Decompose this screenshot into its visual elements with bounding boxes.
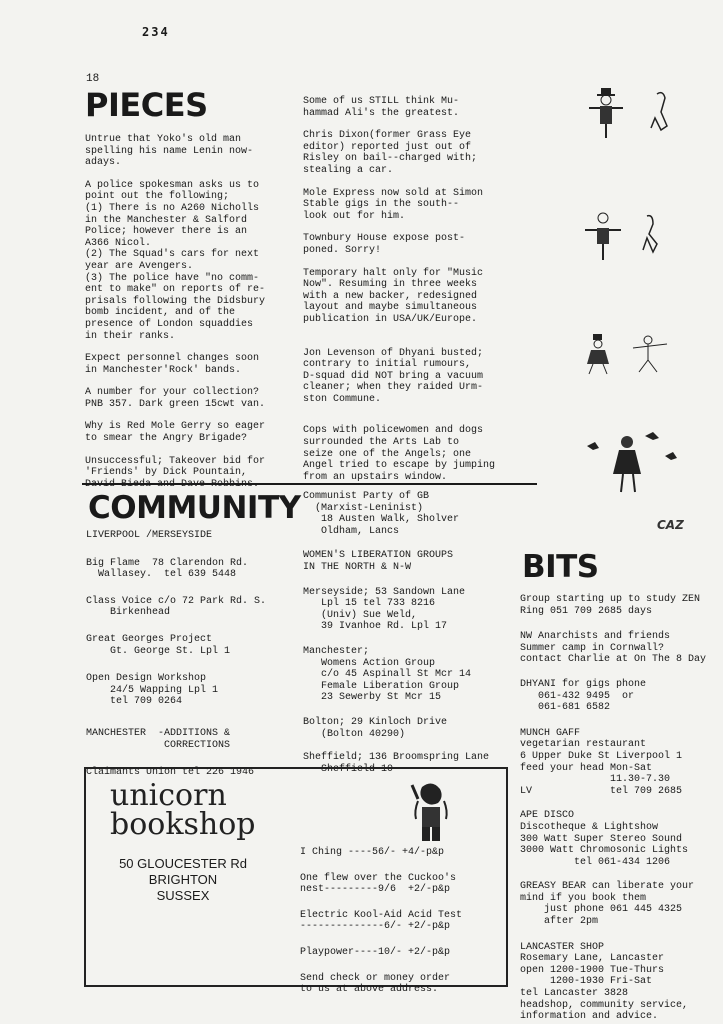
- pieces-item: Jon Levenson of Dhyani busted; contrary to initial rumours, D-squad did NOT bring a vacuum cleaner; when they raided Urm- ston Commune.: [303, 347, 484, 405]
- community-right-column: [303, 491, 513, 775]
- pieces-item: Unsuccessful; Takeover bid for 'Friends' by Dick Pountain,: [85, 455, 266, 479]
- section-number: 18: [86, 73, 100, 85]
- book-item: Playpower----10/- +2/-p&p: [300, 946, 451, 958]
- shop-name-line: unicorn: [110, 778, 227, 813]
- community-left-column: [86, 530, 296, 779]
- community-entry: Class Voice c/o 72 Park Rd. S. Birkenhead: [86, 595, 267, 619]
- bird-girl-doodle-icon: [585, 428, 685, 500]
- pieces-item: Some of us STILL think Mu- hammad Ali's the greatest.: [303, 96, 460, 119]
- community-entry: Bolton; 29 Kinloch Drive (Bolton 40290): [303, 716, 448, 740]
- bits-entry: DHYANI for gigs phone 061-432 9495 or 061-681 6582: [520, 678, 647, 714]
- page-number: 234: [142, 25, 170, 39]
- community-entry: Manchester; Womens Action Group c/o 45 Aspinall St Mcr 14 Female Liberation Group 23 Sewerby St Mcr 15: [303, 645, 472, 704]
- shop-name: [110, 778, 256, 842]
- hippie-figure-icon: [404, 779, 459, 843]
- pieces-item: Townbury House expose post- poned. Sorry!: [303, 233, 466, 256]
- bits-title: BITS: [522, 549, 599, 585]
- pieces-right-column: [303, 96, 518, 494]
- pieces-left-column: [85, 134, 285, 501]
- community-region-heading: LIVERPOOL /MERSEYSIDE: [86, 530, 213, 541]
- community-entry: Communist Party of GB (Marxist-Leninist) 18 Austen Walk, Sholver Oldham, Lancs: [303, 491, 460, 537]
- bits-entry: NW Anarchists and friends Summer camp in Cornwall? contact Charlie at On The 8 Day: [520, 631, 707, 666]
- bits-entry: Group starting up to study ZEN Ring 051 709 2685 days: [520, 594, 701, 617]
- bits-entry: APE DISCO Discotheque & Lightshow 300 Watt Super Stereo Sound 3000 Watt Chromosonic Lights tel 061-434 1206: [520, 810, 689, 868]
- book-list: [300, 847, 500, 996]
- book-item: One flew over the Cuckoo's nest---------9/6 +2/-p&p: [300, 872, 457, 896]
- community-entry: Claimants Union tel 226 1946: [86, 767, 255, 779]
- pieces-item: Expect personnel changes soon in Manchester'Rock' bands.: [85, 353, 260, 376]
- bits-column: [520, 594, 720, 1023]
- community-title: COMMUNITY: [88, 490, 301, 526]
- pieces-item: Mole Express now sold at Simon Stable gigs in the south-- look out for him.: [303, 187, 484, 222]
- community-entry: Sheffield; 136 Broomspring Lane Sheffield 10: [303, 752, 490, 775]
- scarecrow-doodle-icon: [585, 86, 695, 146]
- pieces-item: A number for your collection? PNB 357. Dark green 15cwt van.: [85, 387, 266, 410]
- community-entry: Merseyside; 53 Sandown Lane Lpl 15 tel 733 8216 (Univ) Sue Weld, 39 Ivanhoe Rd. Lpl 17: [303, 586, 466, 633]
- pieces-item: Cops with policewomen and dogs surrounded the Arts Lab to seize one of the Angels; one Angel tried to escape by jumping from an upstairs window.: [303, 425, 496, 483]
- pieces-item: A police spokesman asks us to point out the following; (1) There is no A260 Nicholls in the Manchester & Salford Police; however there is an A366 Nicol. (2) The Squad's cars for next year are Avengers. (3) The police have "no comm- ent to make" on reports of re- prisals following the Didsbury bomb incident, and of the presence of London squaddies in their ranks.: [85, 179, 266, 342]
- bits-entry: GREASY BEAR can liberate your mind if you book them just phone 061 445 4325 after 2pm: [520, 881, 695, 928]
- pieces-item: Temporary halt only for "Music Now". Resuming in three weeks with a new backer, redesigned layout and maybe simultaneous publication in USA/UK/Europe.: [303, 267, 484, 325]
- community-region-heading: WOMEN'S LIBERATION GROUPS IN THE NORTH & N-W: [303, 550, 454, 573]
- figures-doodle-icon: [585, 210, 675, 266]
- order-note: Send check or money order to us at above address.: [300, 972, 451, 996]
- book-item: Electric Kool-Aid Acid Test --------------6/- +2/-p&p: [300, 909, 463, 933]
- shop-address: 50 GLOUCESTER Rd BRIGHTON SUSSEX: [119, 856, 247, 903]
- pieces-item: Why is Red Mole Gerry so eager to smear the Angry Brigade?: [85, 421, 266, 445]
- bits-entry: MUNCH GAFF vegetarian restaurant 6 Upper Duke St Liverpool 1 feed your head Mon-Sat 11.30-7.30 LV tel 709 2685: [520, 727, 683, 797]
- community-region-heading: MANCHESTER -ADDITIONS & CORRECTIONS: [86, 727, 231, 751]
- community-entry: Big Flame 78 Clarendon Rd. Wallasey. tel 639 5448: [86, 557, 249, 581]
- artist-signature: CAZ: [657, 518, 684, 532]
- dancing-figures-doodle-icon: [583, 332, 683, 378]
- pieces-item: Untrue that Yoko's old man spelling his name Lenin now- adays.: [85, 134, 254, 169]
- pieces-item: Chris Dixon(former Grass Eye editor) reported just out of Risley on bail--charged with; stealing a car.: [303, 130, 478, 176]
- section-divider: [82, 483, 537, 485]
- shop-name-line: bookshop: [110, 807, 256, 842]
- unicorn-bookshop-ad: [84, 767, 508, 996]
- bits-entry: LANCASTER SHOP Rosemary Lane, Lancaster open 1200-1900 Tue-Thurs 1200-1930 Fri-Sat tel Lancaster 3828 headshop, community service, information and advice.: [520, 941, 689, 1023]
- community-entry: Great Georges Project Gt. George St. Lpl 1: [86, 633, 231, 657]
- book-item: I Ching ----56/- +4/-p&p: [300, 847, 445, 858]
- pieces-title: PIECES: [85, 86, 208, 124]
- community-entry: Open Design Workshop 24/5 Wapping Lpl 1 tel 709 0264: [86, 673, 219, 708]
